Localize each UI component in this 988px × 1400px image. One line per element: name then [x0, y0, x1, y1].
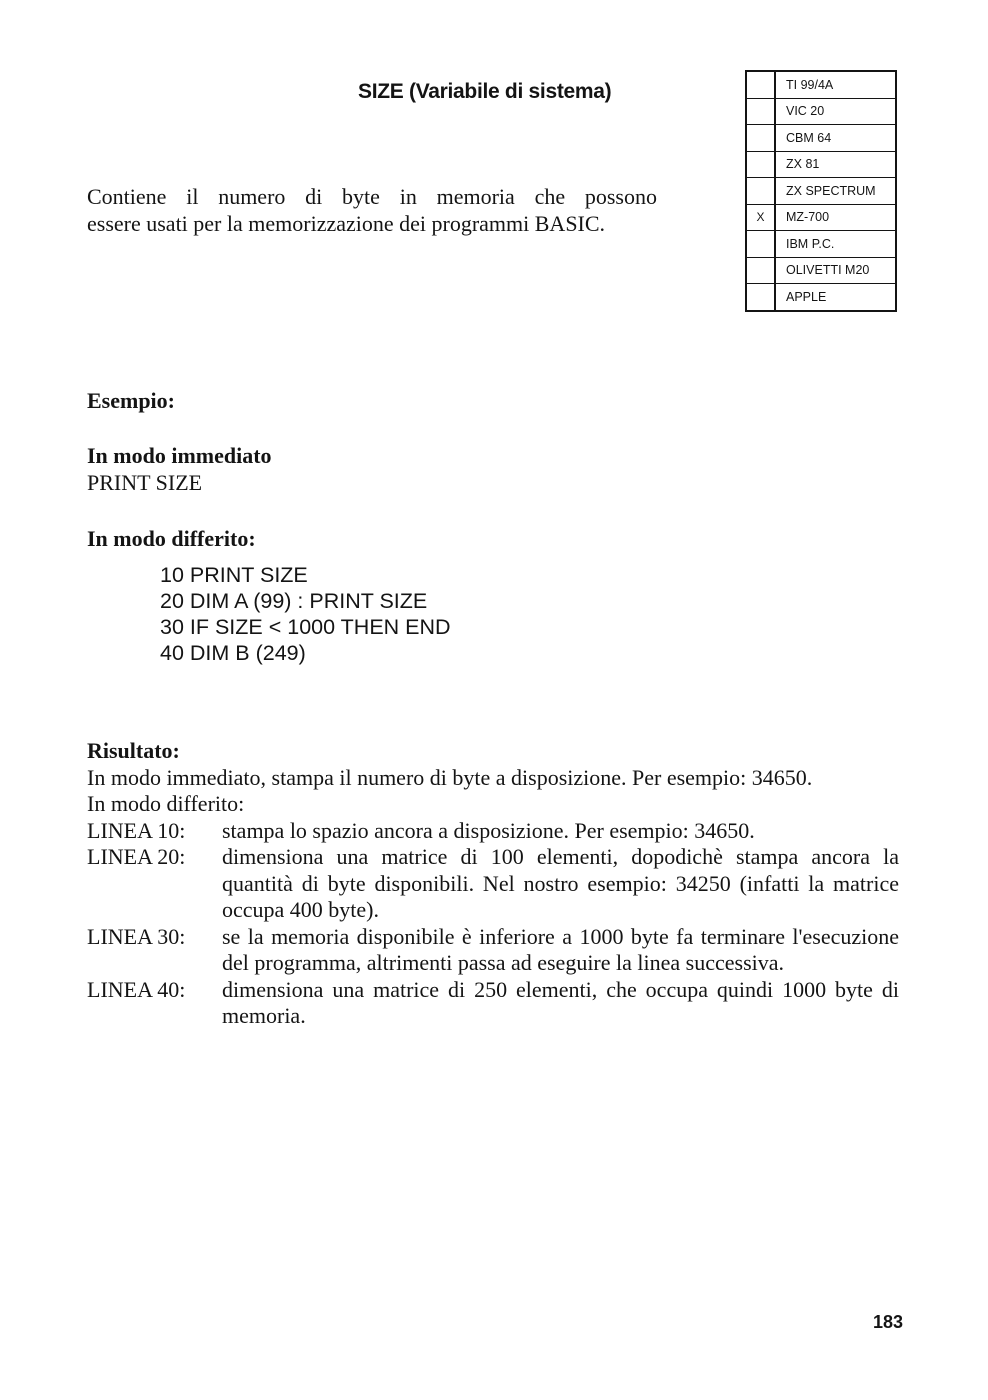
compat-name: VIC 20 — [775, 98, 896, 125]
compat-mark — [746, 284, 775, 311]
result-line-1: In modo immediato, stampa il numero di byte a disposizione. Per esempio: 34650. — [87, 764, 813, 790]
result-row — [87, 977, 899, 1030]
code-line: 20 DIM A (99) : PRINT SIZE — [160, 589, 428, 613]
compat-mark — [746, 257, 775, 284]
compat-row — [746, 125, 896, 152]
compat-row — [746, 178, 896, 205]
compat-row — [746, 257, 896, 284]
result-row-label: LINEA 40: — [87, 976, 186, 1002]
compat-mark — [746, 71, 775, 98]
result-row-text: dimensiona una matrice di 250 elementi, che occupa quindi 1000 byte di memoria. — [222, 976, 899, 1028]
compat-mark — [746, 178, 775, 205]
immediate-heading: In modo immediato — [87, 443, 272, 468]
deferred-heading: In modo differito: — [87, 526, 256, 551]
intro-paragraph — [87, 183, 657, 237]
page-title: SIZE (Variabile di sistema) — [358, 80, 612, 103]
result-row — [87, 844, 899, 924]
compat-row — [746, 151, 896, 178]
intro-line-2: essere usati per la memorizzazione dei programmi BASIC. — [87, 211, 606, 236]
compat-mark — [746, 98, 775, 125]
result-row — [87, 818, 899, 845]
compat-name: ZX 81 — [775, 151, 896, 178]
compat-row — [746, 231, 896, 258]
result-row-text: se la memoria disponibile è inferiore a 1000 byte fa terminare l'esecuzione del programma, altrimenti passa ad eseguire la linea successiva. — [222, 923, 899, 975]
result-line-2: In modo differito: — [87, 791, 245, 816]
compat-mark — [746, 231, 775, 258]
compat-mark — [746, 151, 775, 178]
compatibility-table — [745, 70, 897, 312]
compat-row — [746, 204, 896, 231]
compat-name: APPLE — [786, 289, 827, 304]
code-line: 10 PRINT SIZE — [160, 563, 308, 587]
compat-name: TI 99/4A — [775, 71, 896, 98]
compat-mark: X — [746, 204, 775, 231]
code-line: 30 IF SIZE < 1000 THEN END — [160, 615, 451, 639]
result-row-label: LINEA 10: — [87, 817, 186, 843]
compat-row — [746, 71, 896, 98]
compat-name: MZ-700 — [775, 204, 896, 231]
page-number: 183 — [872, 1312, 903, 1332]
intro-line-1: Contiene il numero di byte in memoria che possono — [87, 184, 657, 209]
result-row-text: stampa lo spazio ancora a disposizione. Per esempio: 34650. — [222, 817, 755, 843]
compat-name: CBM 64 — [775, 125, 896, 152]
result-row-label: LINEA 20: — [87, 844, 186, 869]
compat-mark — [746, 125, 775, 152]
result-section — [87, 738, 899, 1030]
result-row-label: LINEA 30: — [87, 923, 186, 949]
example-heading: Esempio: — [87, 388, 175, 413]
compat-name: OLIVETTI M20 — [775, 257, 896, 284]
result-heading: Risultato: — [87, 738, 180, 763]
compat-name: IBM P.C. — [775, 231, 896, 258]
result-row-text: dimensiona una matrice di 100 elementi, dopodichè stampa ancora la quantità di byte disponibili. Nel nostro esempio: 34250 (infatti la matrice occupa 400 byte). — [222, 844, 899, 922]
compat-row — [746, 98, 896, 125]
result-row — [87, 924, 899, 977]
compat-name: ZX SPECTRUM — [775, 178, 896, 205]
immediate-code: PRINT SIZE — [87, 470, 203, 495]
code-listing — [160, 562, 451, 666]
compat-row — [746, 284, 896, 311]
code-line: 40 DIM B (249) — [160, 641, 306, 665]
